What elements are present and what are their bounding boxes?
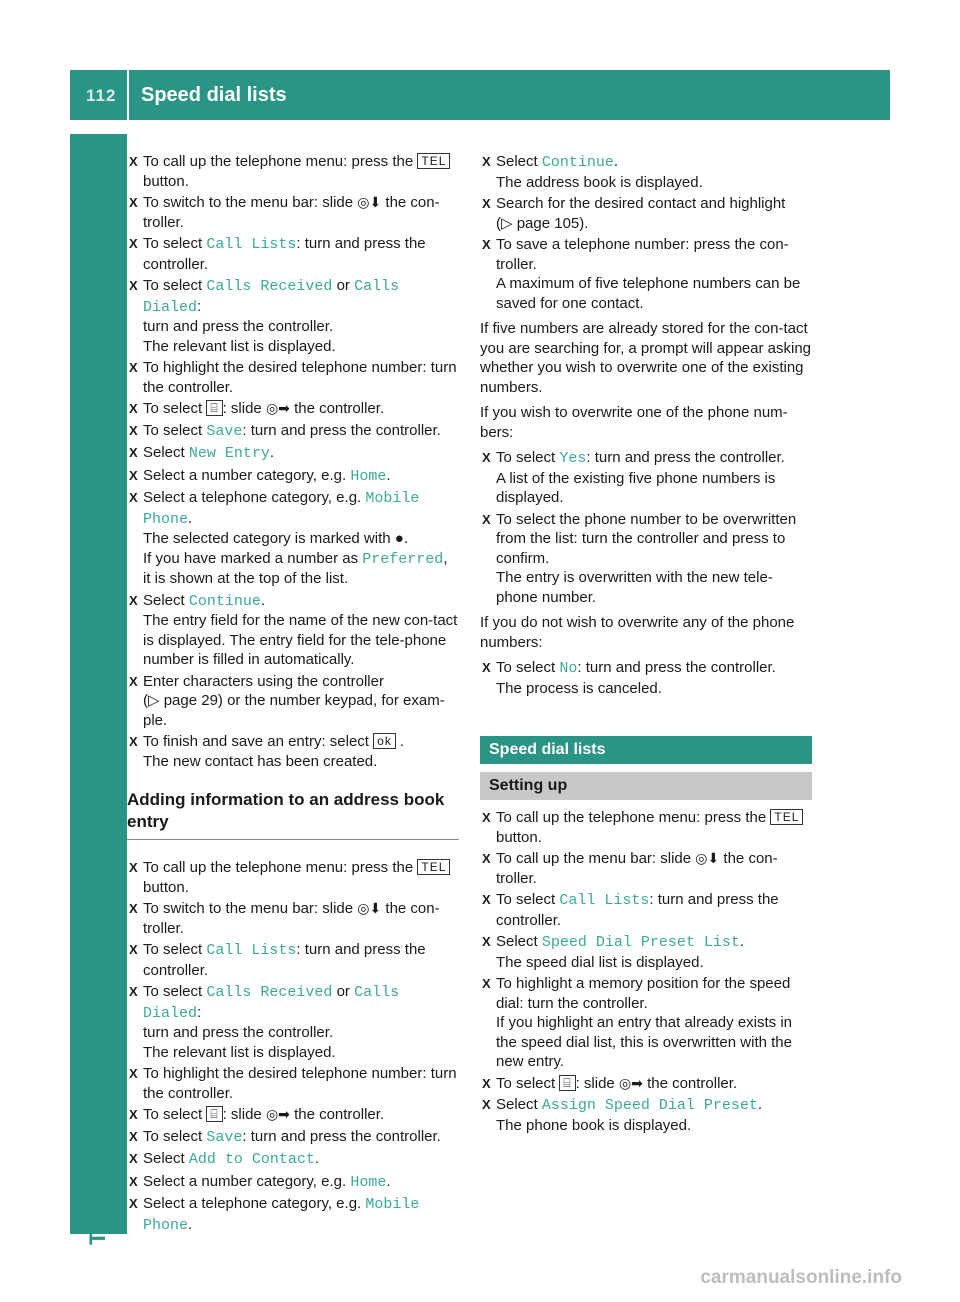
- controller-slide-down-icon: ◎⬇: [695, 850, 720, 866]
- subheading: Adding information to an address book entry: [127, 789, 459, 840]
- ui-label: Continue: [188, 592, 261, 610]
- page-number: 112: [86, 86, 117, 105]
- ui-label: New Entry: [188, 445, 270, 462]
- arrow-icon: X: [129, 901, 138, 916]
- list-item: X To finish and save an entry: select ok . The new contact has been created.: [129, 733, 405, 770]
- list-item: X To call up the menu bar: slide ◎⬇ the con-troller.: [482, 850, 778, 887]
- list-item: X To save a telephone number: press the con-troller. A maximum of five telephone numbers can be saved for one contact.: [482, 236, 801, 312]
- arrow-icon: X: [129, 1196, 138, 1211]
- arrow-icon: X: [129, 984, 138, 999]
- ui-label: Assign Speed Dial Preset: [541, 1097, 758, 1114]
- arrow-icon: X: [129, 1173, 138, 1189]
- arrow-icon: X: [482, 660, 491, 675]
- arrow-icon: X: [482, 934, 491, 949]
- ui-label: Calls Dialed: [143, 984, 400, 1022]
- ui-label: Call Lists: [206, 942, 297, 959]
- arrow-icon: X: [129, 236, 138, 251]
- arrow-icon: X: [129, 422, 138, 438]
- contact-icon: ⌸: [559, 1075, 575, 1091]
- tel-key-icon: TEL: [417, 153, 450, 169]
- ui-label: Save: [206, 422, 243, 440]
- ui-label: Home: [350, 1173, 387, 1191]
- side-tab: [70, 134, 127, 1234]
- controller-slide-right-icon: ◎➡: [265, 400, 290, 416]
- controller-slide-right-icon: ◎➡: [618, 1074, 643, 1091]
- arrow-icon: X: [129, 1066, 138, 1081]
- list-item: X To select Calls Received or Calls Dialed: turn and press the controller. The relevant list is displayed.: [129, 983, 400, 1061]
- side-tab-label: Telephone: [85, 1136, 110, 1245]
- arrow-icon: X: [129, 860, 138, 875]
- arrow-icon: X: [482, 892, 491, 907]
- ui-label: Home: [350, 467, 387, 485]
- list-item: X Select a number category, e.g. Home.: [129, 466, 391, 485]
- list-item: X To select Save: turn and press the controller.: [129, 421, 441, 440]
- list-item: X To select ⌸ : slide ◎➡ the controller.: [129, 400, 385, 417]
- list-item: X To select Call Lists: turn and press the controller.: [129, 941, 426, 979]
- list-item: X Search for the desired contact and highlight (▷ page 105).: [482, 195, 786, 232]
- paragraph: If five numbers are already stored for the con-tact you are searching for, a prompt will appear asking whether you wish to overwrite one of the existing numbers.: [480, 320, 812, 396]
- arrow-icon: X: [129, 1107, 138, 1122]
- list-item: X To select the phone number to be overwritten from the list: turn the controller and press to confirm. The entry is overwritten with the new tele-phone number.: [482, 510, 797, 606]
- arrow-icon: X: [129, 360, 138, 375]
- list-item: X To select Yes: turn and press the controller. A list of the existing five phone numbers is displayed.: [482, 449, 785, 506]
- contact-icon: ⌸: [206, 400, 222, 416]
- list-item: X To call up the telephone menu: press the TEL button.: [127, 858, 459, 897]
- section-heading: Speed dial lists: [480, 736, 812, 764]
- arrow-icon: X: [482, 154, 491, 169]
- list-item: X Select Continue. The address book is displayed.: [482, 153, 703, 191]
- controller-slide-down-icon: ◎⬇: [357, 194, 382, 210]
- ui-label: Mobile Phone: [143, 490, 420, 528]
- ok-key-icon: ok: [373, 733, 396, 749]
- list-item: X Select a telephone category, e.g. Mobile Phone. The selected category is marked with ●. If you have marked a number as Preferred, it is shown at the top of the list.: [129, 489, 448, 587]
- arrow-icon: X: [482, 196, 491, 211]
- arrow-icon: X: [482, 810, 491, 825]
- right-column: [480, 152, 812, 1137]
- arrow-icon: X: [482, 450, 491, 465]
- tel-key-icon: TEL: [417, 859, 450, 875]
- list-item: X To highlight the desired telephone number: turn the controller.: [129, 1065, 457, 1102]
- arrow-icon: X: [129, 401, 138, 416]
- list-item: X To highlight a memory position for the speed dial: turn the controller. If you highlight an entry that already exists in the speed dial list, this is overwritten with the new entry.: [482, 975, 793, 1070]
- list-item: X To call up the telephone menu: press the TEL button.: [480, 808, 812, 847]
- list-item: X To select Save: turn and press the controller.: [129, 1127, 441, 1146]
- ui-label: Call Lists: [206, 236, 297, 253]
- arrow-icon: X: [129, 154, 138, 169]
- controller-slide-down-icon: ◎⬇: [357, 900, 382, 916]
- paragraph: If you wish to overwrite one of the phone num-bers:: [480, 404, 788, 441]
- tel-key-icon: TEL: [770, 809, 803, 825]
- list-item: X To select ⌸ : slide ◎➡ the controller.: [482, 1074, 738, 1092]
- ui-label: No: [559, 660, 578, 677]
- ui-label: Calls Dialed: [143, 278, 400, 316]
- arrow-icon: X: [129, 278, 138, 293]
- ui-label: Speed Dial Preset List: [541, 934, 740, 951]
- list-item: X To select Call Lists: turn and press the controller.: [129, 235, 426, 273]
- arrow-icon: X: [129, 445, 138, 460]
- list-item: X Enter characters using the controller (▷ page 29) or the number keypad, for exam-ple.: [129, 672, 445, 729]
- ui-label: Save: [206, 1128, 243, 1146]
- arrow-icon: X: [482, 1075, 491, 1091]
- list-item: X Select a number category, e.g. Home.: [129, 1172, 391, 1191]
- list-item: X To select Calls Received or Calls Dialed: turn and press the controller. The relevant list is displayed.: [129, 277, 400, 355]
- list-item: X To select ⌸ : slide ◎➡ the controller.: [129, 1106, 385, 1123]
- ui-label: Calls Received: [206, 984, 333, 1001]
- list-item: X To switch to the menu bar: slide ◎⬇ the con-troller.: [129, 900, 440, 937]
- arrow-icon: X: [129, 734, 138, 749]
- arrow-icon: X: [129, 1128, 138, 1144]
- ui-label: Call Lists: [559, 892, 650, 909]
- arrow-icon: X: [129, 490, 138, 505]
- list-item: X Select Assign Speed Dial Preset. The phone book is displayed.: [482, 1096, 763, 1134]
- bullet-dot-icon: ●: [394, 530, 404, 547]
- controller-slide-right-icon: ◎➡: [265, 1106, 290, 1122]
- list-item: X Select New Entry.: [129, 444, 275, 462]
- arrow-icon: X: [482, 976, 491, 991]
- ui-label: Add to Contact: [188, 1151, 315, 1168]
- ui-label: Preferred: [362, 550, 444, 568]
- arrow-icon: X: [129, 673, 138, 689]
- arrow-icon: X: [482, 237, 491, 252]
- list-item: X Select Speed Dial Preset List. The speed dial list is displayed.: [482, 933, 745, 971]
- ui-label: Mobile Phone: [143, 1196, 420, 1234]
- arrow-icon: X: [129, 1151, 138, 1166]
- list-item: X To highlight the desired telephone number: turn the controller.: [129, 359, 457, 396]
- list-item: X Select Continue. The entry field for the name of the new con-tact is displayed. The entry field for the tele-phone number is filled in automatically.: [129, 591, 458, 668]
- header-separator: [127, 70, 129, 120]
- list-item: X Select Add to Contact.: [129, 1150, 320, 1168]
- arrow-icon: X: [129, 195, 138, 210]
- arrow-icon: X: [129, 942, 138, 957]
- list-item: X To select Call Lists: turn and press the controller.: [482, 891, 779, 929]
- paragraph: If you do not wish to overwrite any of the phone numbers:: [480, 614, 795, 651]
- subsection-heading: Setting up: [480, 772, 812, 800]
- page-title: Speed dial lists: [141, 84, 287, 106]
- contact-icon: ⌸: [206, 1106, 222, 1122]
- list-item: X Select a telephone category, e.g. Mobile Phone.: [129, 1195, 420, 1234]
- arrow-icon: X: [482, 1097, 491, 1112]
- list-item: X To select No: turn and press the controller. The process is canceled.: [482, 659, 776, 697]
- ui-label: Calls Received: [206, 278, 333, 295]
- left-column: [127, 152, 459, 1237]
- arrow-icon: X: [482, 511, 491, 527]
- arrow-icon: X: [129, 592, 138, 608]
- ui-label: Yes: [559, 450, 587, 467]
- ui-label: Continue: [541, 154, 614, 171]
- list-item: X To call up the telephone menu: press the TEL button.: [127, 152, 459, 191]
- watermark: carmanualsonline.info: [700, 1267, 902, 1288]
- list-item: X To switch to the menu bar: slide ◎⬇ the con-troller.: [129, 194, 440, 231]
- arrow-icon: X: [482, 851, 491, 866]
- arrow-icon: X: [129, 467, 138, 483]
